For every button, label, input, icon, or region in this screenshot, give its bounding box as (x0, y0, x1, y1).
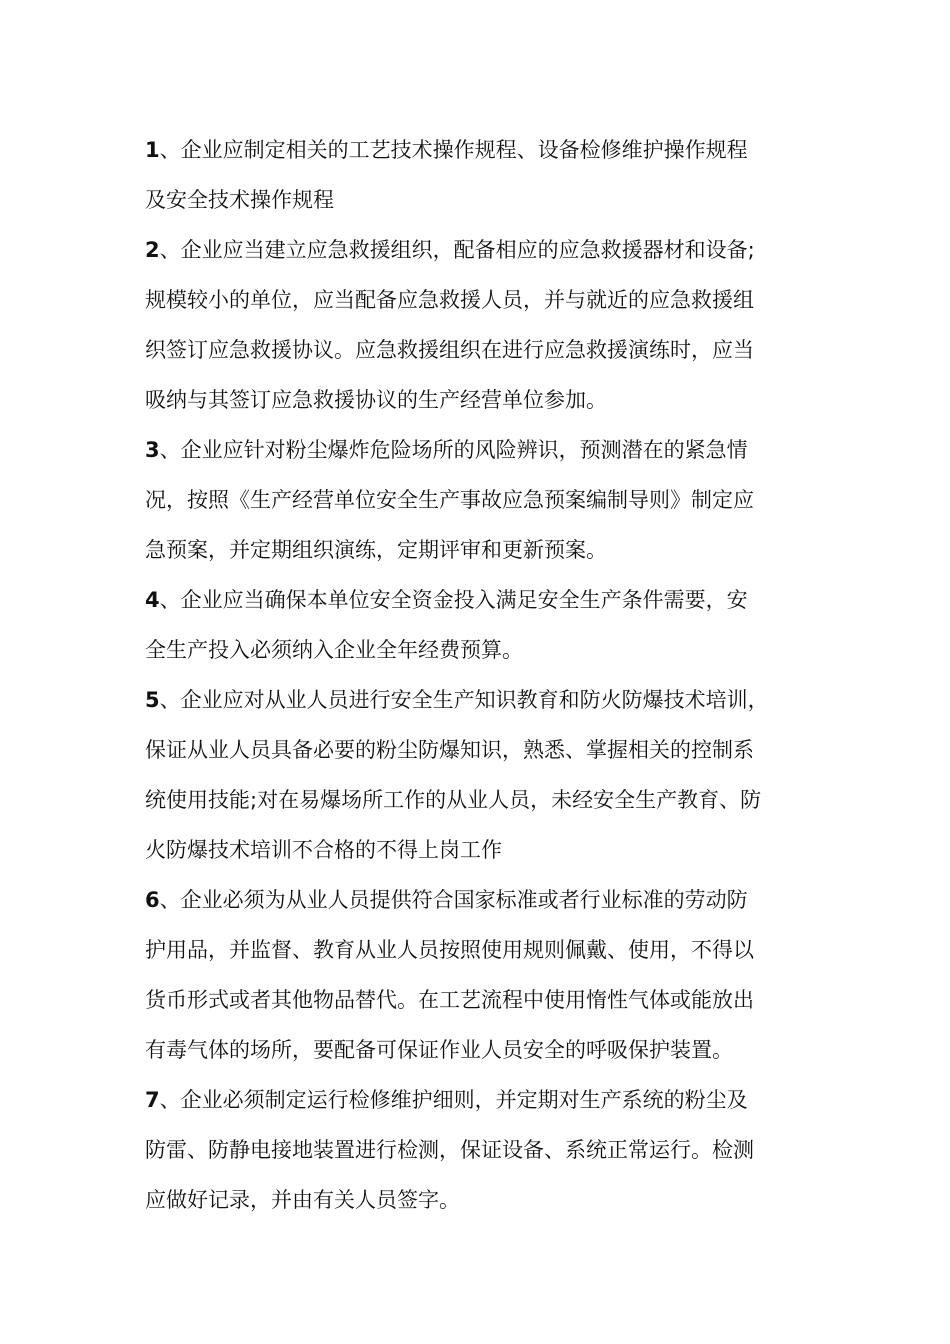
item-number: 6 (145, 888, 160, 912)
item-number: 5 (145, 688, 160, 712)
item-text: 企业必须制定运行检修维护细则，并定期对生产系统的粉尘及 防雷、防静电接地装置进行检测，保证设备、系统正常运行。检测 应做好记录，并由有关人员签字。 (145, 1088, 754, 1212)
item-separator: 、 (159, 588, 181, 612)
list-item-4 (145, 575, 825, 675)
item-number: 7 (145, 1088, 160, 1112)
item-text: 企业应当确保本单位安全资金投入满足安全生产条件需要，安 全生产投入必须纳入企业全年经费预算。 (145, 588, 748, 662)
list-item-5 (145, 675, 825, 875)
item-separator: 、 (159, 688, 181, 712)
item-separator: 、 (159, 888, 181, 912)
list-item-3 (145, 425, 825, 575)
list-item-1 (145, 125, 825, 225)
list-item-2 (145, 225, 825, 425)
item-number: 1 (145, 138, 160, 162)
item-separator: 、 (159, 438, 181, 462)
item-separator: 、 (159, 1088, 181, 1112)
item-text: 企业应制定相关的工艺技术操作规程、设备检修维护操作规程 及安全技术操作规程 (145, 138, 748, 212)
item-text: 企业必须为从业人员提供符合国家标准或者行业标准的劳动防 护用品，并监督、教育从业人员按照使用规则佩戴、使用，不得以 货币形式或者其他物品替代。在工艺流程中使用惰性气体或能放出 有毒气体的场所，要配备可保证作业人员安全的呼吸保护装置。 (145, 888, 754, 1062)
item-text: 企业应当建立应急救援组织，配备相应的应急救援器材和设备; 规模较小的单位，应当配备应急救援人员，并与就近的应急救援组 织签订应急救援协议。应急救援组织在进行应急救援演练时，应当 吸纳与其签订应急救援协议的生产经营单位参加。 (145, 238, 755, 412)
item-number: 4 (145, 588, 160, 612)
item-separator: 、 (159, 138, 181, 162)
document-body (145, 125, 825, 1225)
item-text: 企业应对从业人员进行安全生产知识教育和防火防爆技术培训， 保证从业人员具备必要的粉尘防爆知识，熟悉、掌握相关的控制系 统使用技能;对在易爆场所工作的从业人员，未经安全生产教育、防 火防爆技术培训不合格的不得上岗工作 (145, 688, 769, 862)
item-text: 企业应针对粉尘爆炸危险场所的风险辨识，预测潜在的紧急情 况，按照《生产经营单位安全生产事故应急预案编制导则》制定应 急预案，并定期组织演练，定期评审和更新预案。 (145, 438, 754, 562)
item-number: 2 (145, 238, 160, 262)
item-number: 3 (145, 438, 160, 462)
item-separator: 、 (159, 238, 181, 262)
list-item-7 (145, 1075, 825, 1225)
list-item-6 (145, 875, 825, 1075)
